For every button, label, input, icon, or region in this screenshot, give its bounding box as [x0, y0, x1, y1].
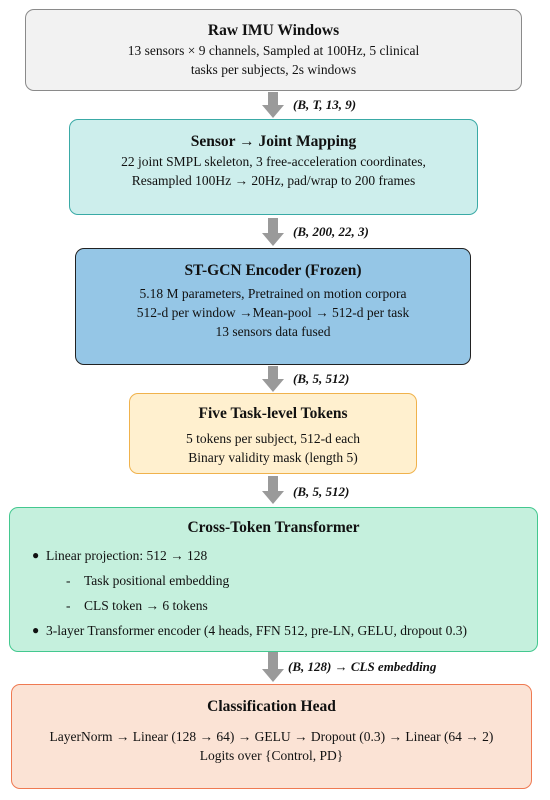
arrow-shape-label: (B, 200, 22, 3)	[293, 224, 369, 239]
list-item	[32, 546, 537, 565]
dash-icon: -	[66, 573, 71, 588]
down-arrow-icon	[262, 218, 284, 246]
block-text: 13 sensors data fused	[215, 324, 331, 339]
down-arrow-icon	[262, 476, 284, 504]
block-title: Classification Head	[207, 698, 336, 715]
block-text: 5 tokens per subject, 512-d each	[186, 431, 360, 446]
bullet-icon: ●	[32, 548, 40, 562]
sub-list-item	[32, 596, 537, 615]
arrow-shape-label: (B, 5, 512)	[293, 371, 350, 386]
block-title: Cross-Token Transformer	[187, 519, 360, 536]
raw-imu-windows-block	[25, 9, 522, 91]
block-title: Five Task-level Tokens	[198, 405, 348, 422]
arrow-shape-label: (B, 128) → CLS embedding	[288, 659, 437, 674]
list-item-text: 3-layer Transformer encoder (4 heads, FFN 512, pre-LN, GELU, dropout 0.3)	[46, 623, 468, 638]
cross-token-transformer-block	[9, 507, 538, 652]
bullet-icon: ●	[32, 623, 40, 637]
transformer-detail-list	[10, 546, 537, 640]
sub-list-item	[32, 571, 537, 590]
block-title: ST-GCN Encoder (Frozen)	[184, 262, 362, 279]
block-text: 5.18 M parameters, Pretrained on motion corpora	[139, 286, 407, 301]
dash-icon: -	[66, 598, 71, 613]
sub-list-item-text: CLS token → 6 tokens	[84, 598, 208, 613]
list-item-text: Linear projection: 512 → 128	[46, 548, 208, 563]
classification-head-block	[11, 684, 532, 789]
block-text: LayerNorm → Linear (128 → 64) → GELU → Dropout (0.3) → Linear (64 → 2)	[49, 729, 494, 744]
block-text: Logits over {Control, PD}	[199, 748, 344, 763]
list-item	[32, 621, 537, 640]
task-level-tokens-block	[129, 393, 417, 474]
down-arrow-icon	[262, 92, 284, 118]
block-title: Sensor → Joint Mapping	[190, 133, 357, 150]
down-arrow-icon	[262, 366, 284, 392]
block-title: Raw IMU Windows	[207, 22, 340, 39]
block-text: 22 joint SMPL skeleton, 3 free-acceleration coordinates,	[121, 154, 426, 169]
down-arrow-icon	[262, 652, 284, 682]
block-text: tasks per subjects, 2s windows	[190, 62, 357, 77]
block-text: Resampled 100Hz → 20Hz, pad/wrap to 200 frames	[131, 173, 416, 188]
block-text: 13 sensors × 9 channels, Sampled at 100Hz, 5 clinical	[127, 43, 420, 58]
arrow-shape-label: (B, T, 13, 9)	[293, 97, 357, 112]
arrow-shape-label: (B, 5, 512)	[293, 484, 350, 499]
block-text: Binary validity mask (length 5)	[188, 450, 358, 465]
sub-list-item-text: Task positional embedding	[84, 573, 230, 588]
block-text: 512-d per window →Mean-pool → 512-d per task	[136, 305, 410, 320]
sensor-joint-mapping-block	[69, 119, 478, 215]
st-gcn-encoder-block	[75, 248, 471, 365]
